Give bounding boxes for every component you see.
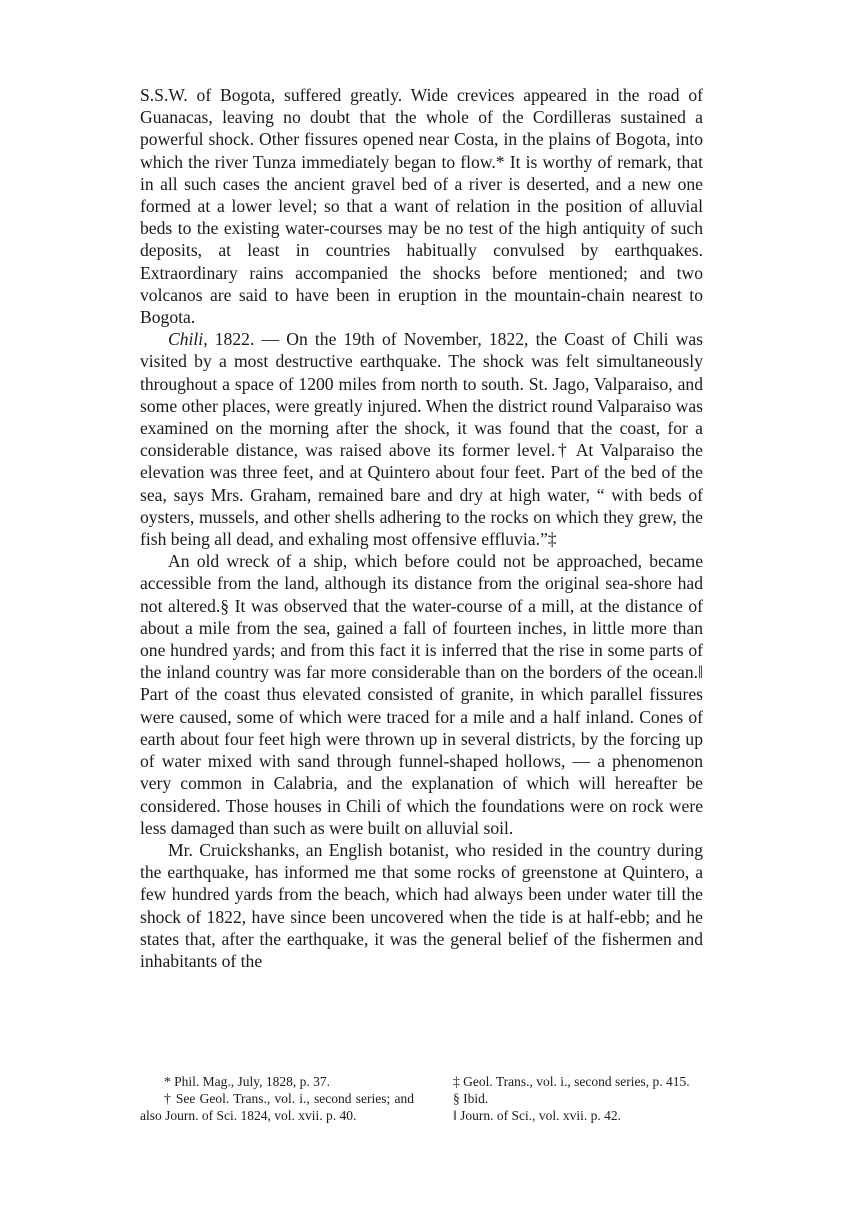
footnotes-right-column [429, 1073, 703, 1124]
footnote-double-dagger: ‡ Geol. Trans., vol. i., second series, p. 415. [453, 1074, 690, 1089]
section-lead-chili: Chili, [168, 329, 208, 350]
paragraph-bogota: S.S.W. of Bogota, suffered greatly. Wide crevices appeared in the road of Guanacas, leaving no doubt that the whole of the Cordilleras sustained a powerful shock. Other fissures opened near Costa, in the plains of Bogota, into which the river Tunza immediately began to flow.* It is worthy of remark, that in all such cases the ancient gravel bed of a river is deserted, and a new one formed at a lower level; so that a want of relation in the position of alluvial beds to the existing water-courses may be no test of the high antiquity of such deposits, at least in countries habitually convulsed by earthquakes. Extraordinary rains accompanied the shocks before mentioned; and two volcanos are said to have been in eruption in the mountain-chain nearest to Bogota. [140, 85, 703, 328]
footnote-asterisk: * Phil. Mag., July, 1828, p. 37. [164, 1074, 331, 1089]
paragraph-chili-1822 [140, 328, 703, 550]
footnote-section: § Ibid. [453, 1091, 489, 1106]
paragraph-old-wreck: An old wreck of a ship, which before could not be approached, became accessible from the land, although its distance from the original sea-shore had not altered.§ It was observed that the water-course of a mill, at the distance of about a mile from the sea, gained a fall of fourteen inches, in little more than one hundred yards; and from this fact it is inferred that the rise in some parts of the inland country was far more considerable than on the borders of the ocean.‖ Part of the coast thus elevated consisted of granite, in which parallel fissures were caused, some of which were traced for a mile and a half inland. Cones of earth about four feet high were thrown up in several districts, by the forcing up of water mixed with sand through funnel-shaped hollows, — a phenomenon very common in Calabria, and the explanation of which will hereafter be considered. Those houses in Chili of which the foundations were on rock were less damaged than such as were built on alluvial soil. [140, 551, 703, 838]
footnote-parallel: ‖ Journ. of Sci., vol. xvii. p. 42. [453, 1108, 622, 1123]
footnotes [140, 1073, 703, 1124]
paragraph-cruickshanks: Mr. Cruickshanks, an English botanist, who resided in the country during the earthquake, has informed me that some rocks of greenstone at Quintero, a few hundred yards from the beach, which had always been under water till the shock of 1822, have since been uncovered when the tide is at half-ebb; and he states that, after the earthquake, it was the general belief of the fishermen and inhabitants of the [140, 839, 703, 971]
paragraph-chili-text: 1822. — On the 19th of November, 1822, the Coast of Chili was visited by a most destructive earthquake. The shock was felt simultaneously throughout a space of 1200 miles from north to south. St. Jago, Valparaiso, and some other places, were greatly injured. When the district round Valparaiso was examined on the morning after the shock, it was found that the coast, for a considerable distance, was raised above its former level.† At Valparaiso the elevation was three feet, and at Quintero about four feet. Part of the bed of the sea, says Mrs. Graham, remained bare and dry at high water, “ with beds of oysters, mussels, and other shells adhering to the rocks on which they grew, the fish being all dead, and exhaling most offensive effluvia.”‡ [140, 329, 703, 550]
body-text [140, 84, 703, 972]
footnotes-left-column [140, 1073, 414, 1124]
footnote-dagger: † See Geol. Trans., vol. i., second series; and also Journ. of Sci. 1824, vol. xvii. p. 40. [140, 1091, 414, 1123]
